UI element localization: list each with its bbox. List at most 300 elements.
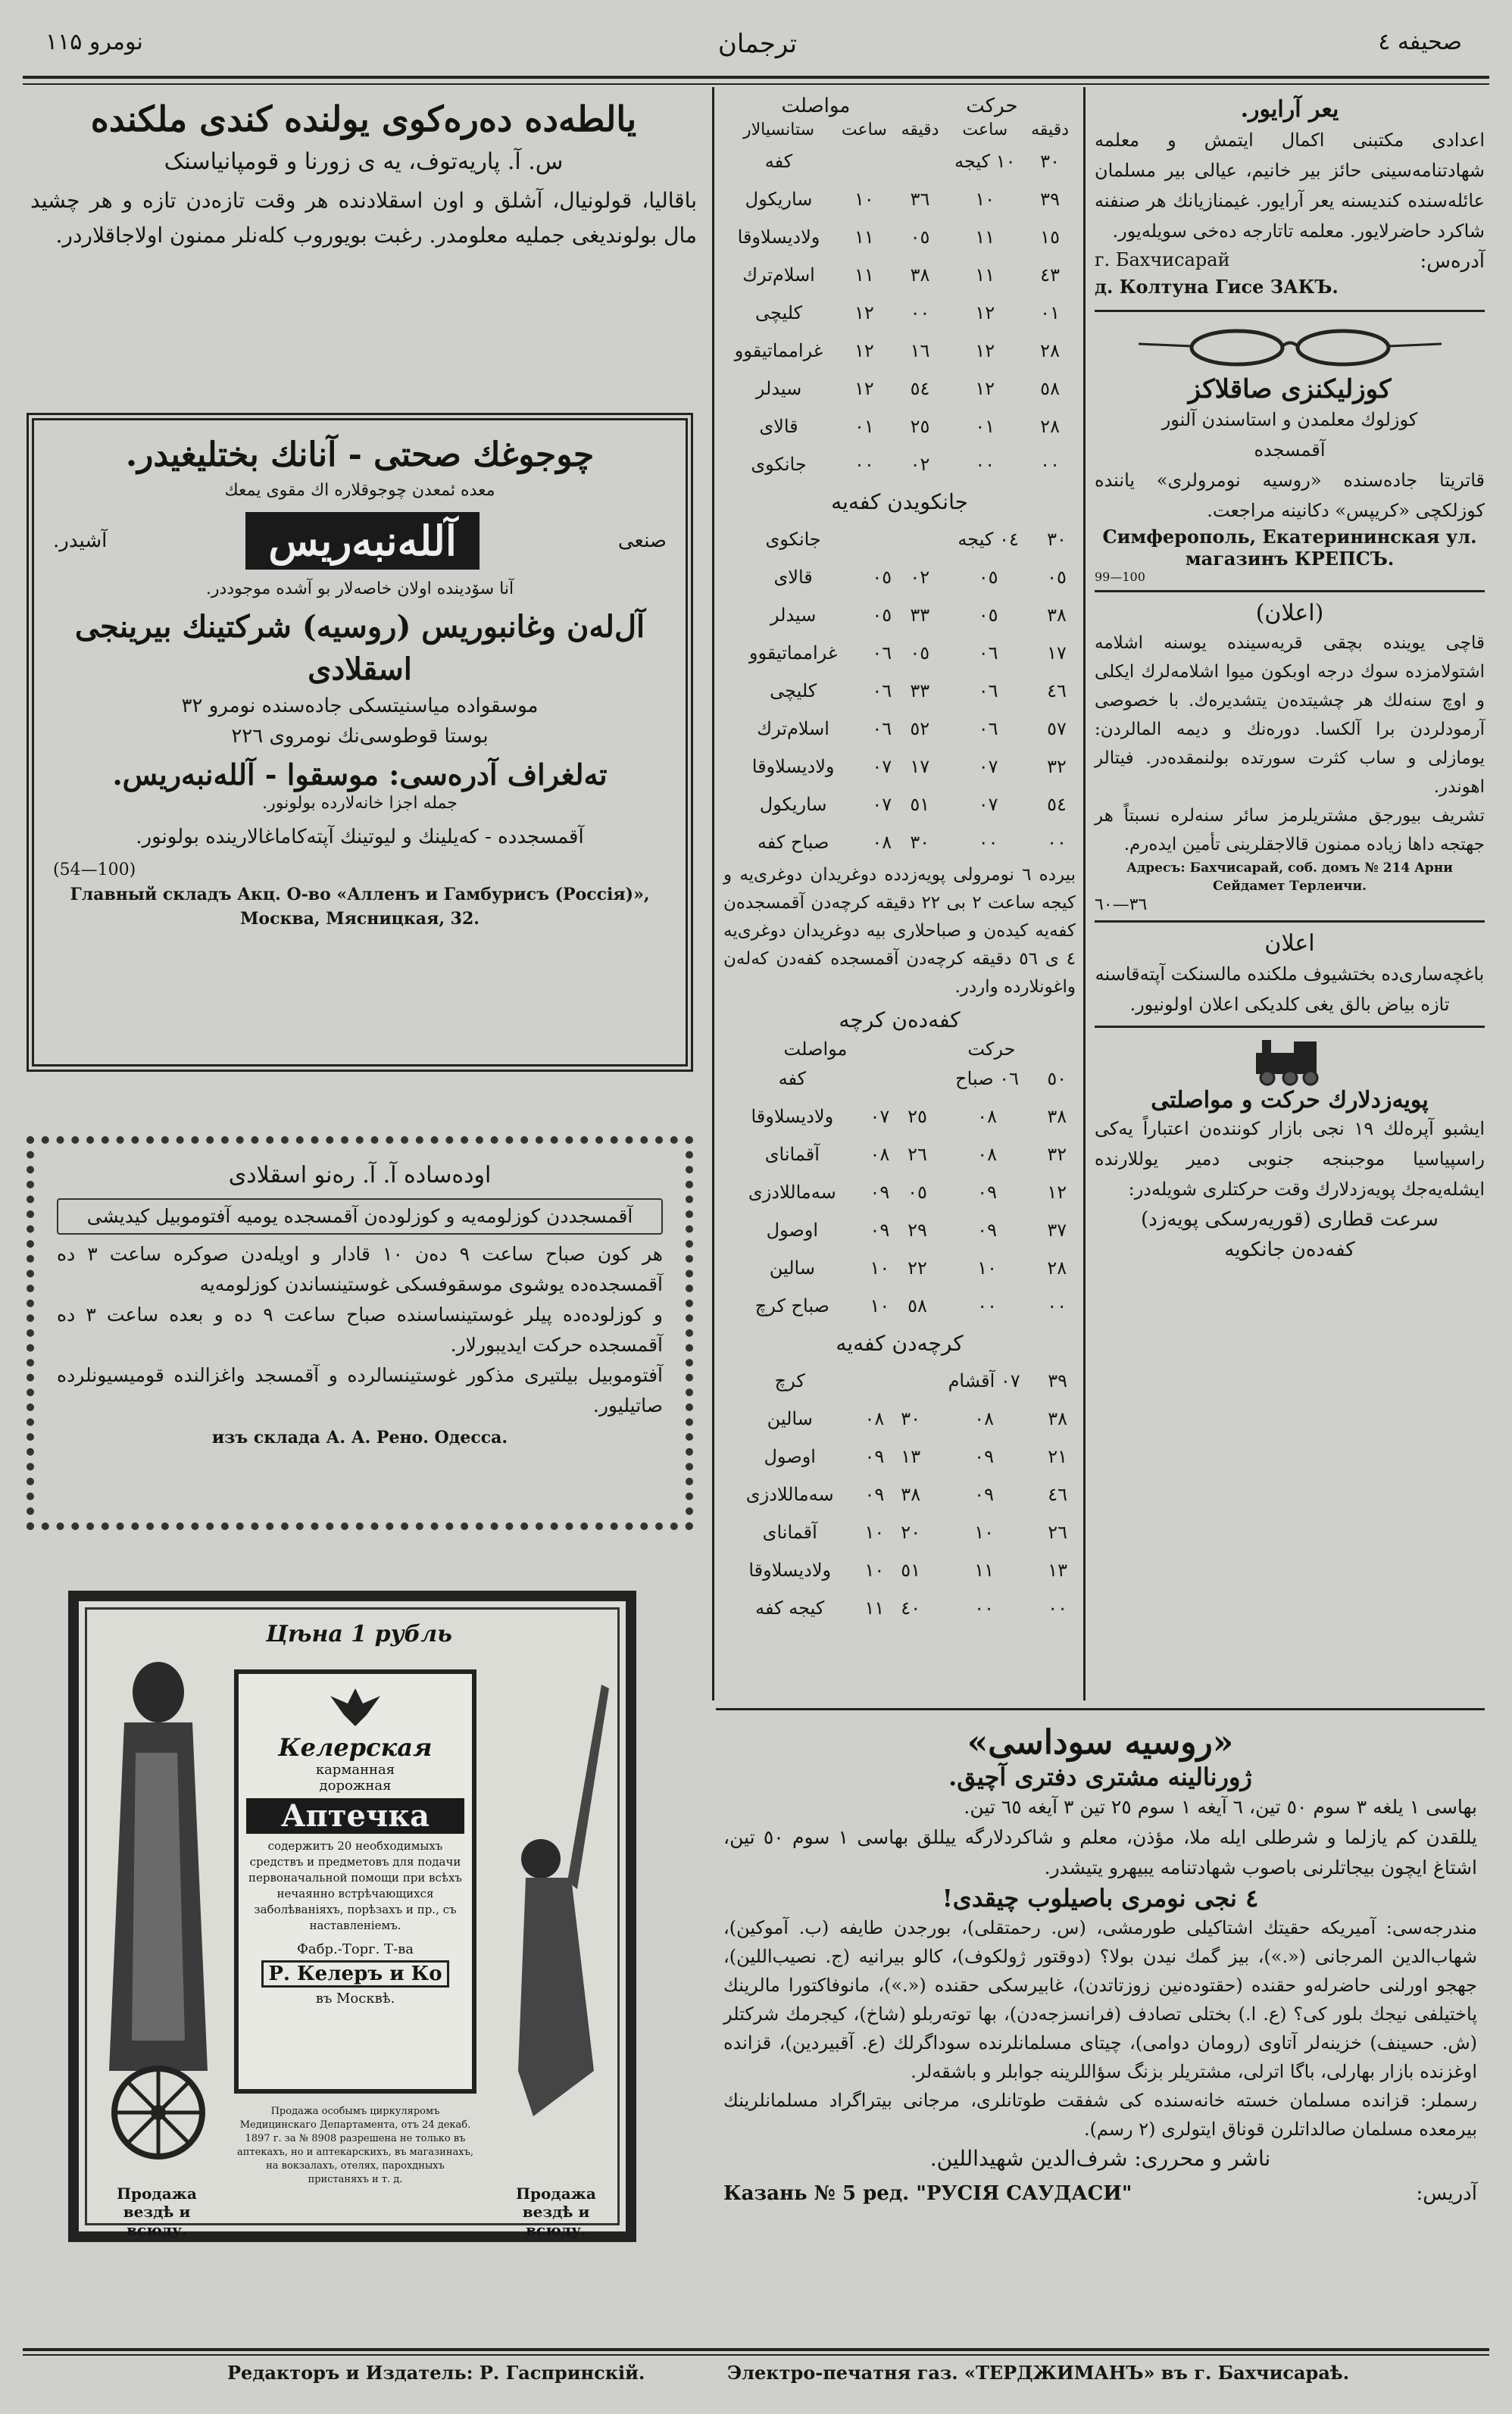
ad-yalta-title: یالطه‌ده دەره‌کوی یولنده کندی ملکنده bbox=[90, 98, 637, 139]
timetable-row bbox=[723, 1400, 1076, 1438]
timetable-cell: ٣٠ bbox=[910, 832, 930, 853]
timetable-cell: آقمانای bbox=[764, 1144, 820, 1165]
timetable-cell bbox=[861, 1060, 899, 1098]
ad-job-addr2: д. Колтуна Гисе ЗАКЪ. bbox=[1095, 276, 1339, 298]
ad-allenburys-headline: چوجوغك صحتی - آنانك بختلیغیدر. bbox=[125, 436, 595, 474]
ad-job-addr-ru bbox=[1095, 246, 1339, 301]
timetable-row bbox=[723, 634, 1076, 672]
timetable-row bbox=[723, 218, 1076, 256]
timetable-cell: ٠٢ bbox=[910, 454, 930, 475]
timetable-cell: ٤٦ bbox=[1048, 1484, 1067, 1505]
timetable-cell: ٥١ bbox=[910, 794, 930, 815]
timetable-4 bbox=[723, 1362, 1076, 1627]
ad-russia-p3: ٤ نجی نومری باصیلوب چیقدی! bbox=[942, 1884, 1259, 1913]
ad-glasses-sub: کوزلوك معلمدن و استاسندن آلنور bbox=[1161, 409, 1418, 430]
ad-fruit-ru: Адресъ: Бахчисарай, соб. домъ № 214 Арни Сейдамет Терлеичи. bbox=[1126, 860, 1453, 894]
timetable-cell: سالین bbox=[769, 1257, 815, 1279]
timetable-cell: ٠٧ bbox=[978, 756, 998, 777]
ad-fish-oil-body: باغچه‌ساری‌ده بختشیوف ملکنده مالسنکت آپته‌قاسنه تازه بیاض بالق یغی کلدیکی اعلان اولونیور. bbox=[1095, 963, 1485, 1015]
timetable-1 bbox=[723, 117, 1076, 483]
timetable-cell: اسلام‌ترك bbox=[757, 718, 829, 739]
timetable-cell: ٣٣ bbox=[910, 604, 930, 626]
timetable-cell: ١٢ bbox=[854, 378, 874, 399]
poster-wheel bbox=[109, 2063, 208, 2162]
ad-glasses-ru1: Симферополь, Екатерининская ул. bbox=[1102, 526, 1477, 548]
timetable-cell: ٠٨ bbox=[977, 1144, 997, 1165]
timetable-cell: ١١ bbox=[975, 226, 995, 248]
timetable-cell: ١٢ bbox=[854, 340, 874, 361]
timetable-cell: ٢٥ bbox=[910, 416, 930, 437]
ad-allenburys-ru: Главный складъ Акц. О-во «Алленъ и Гамбурисъ (Россія)», Москва, Мясницкая, 32. bbox=[70, 885, 650, 929]
timetable-cell: ٥٢ bbox=[910, 718, 930, 739]
timetable-cell: جانکوی bbox=[765, 529, 821, 550]
timetable-cell: ٥٤ bbox=[910, 378, 930, 399]
timetable-cell: سه‌ماللادزی bbox=[748, 1182, 836, 1203]
timetable-row bbox=[723, 1513, 1076, 1551]
timetable-row bbox=[723, 1589, 1076, 1627]
timetable-row bbox=[723, 256, 1076, 294]
timetable-3-head-left: مواصلت bbox=[783, 1038, 848, 1060]
poster-maker3: въ Москвѣ. bbox=[315, 1991, 395, 2006]
timetable-cell: ٠٠ bbox=[854, 454, 874, 475]
timetable-cell: کرچ bbox=[774, 1370, 805, 1391]
bottom-block-rule bbox=[716, 1708, 1485, 1710]
timetable-cell: ٠٦ bbox=[978, 718, 998, 739]
timetable-cell: ٠٩ bbox=[974, 1446, 995, 1467]
timetable-cell: ٢١ bbox=[1048, 1446, 1067, 1467]
timetable-cell: ٠٨ bbox=[872, 832, 892, 853]
right-rule-3 bbox=[1095, 920, 1485, 923]
timetable-row bbox=[723, 520, 1076, 558]
timetable-cell: سیدلر bbox=[755, 378, 802, 399]
figure-left-drape bbox=[132, 1753, 185, 2041]
ad-glasses-city: آقمسجده bbox=[1254, 439, 1326, 461]
timetable-row bbox=[723, 1362, 1076, 1400]
timetable-cell: ١١ bbox=[854, 264, 874, 286]
timetable-cell: ١٠ bbox=[854, 189, 874, 210]
timetable-cell: ٣٨ bbox=[910, 264, 930, 286]
ad-job-body: اعدادی مکتبنی اکمال ایتمش و معلمه شهادتنامه‌سینی حائز بیر خانیم، عیالی بیر مسلمان عائله‌سنده کندیسنه یعر آرایور. غیمنازیانك هر صنفنه شاکرد حاضرلایور. معلمه تاتارجه ده‌خی سویله‌یور. bbox=[1095, 130, 1485, 242]
timetable-cell: ٥٨ bbox=[1040, 378, 1060, 399]
ad-allenburys-code: (54—100) bbox=[53, 860, 136, 879]
ad-allenburys-line1: آنا سۆدینده اولان خاصه‌لار بو آشده موجوددر. bbox=[205, 579, 514, 598]
timetable-cell: ٠٧ آقشام bbox=[948, 1370, 1020, 1391]
right-rule-2 bbox=[1095, 590, 1485, 592]
timetable-row bbox=[723, 332, 1076, 370]
ad-fish-oil-title: اعلان bbox=[1264, 930, 1315, 957]
timetable-1-body bbox=[723, 142, 1076, 483]
ad-train-title: پویه‌زدلارك حرکت و مواصلتی bbox=[1151, 1087, 1429, 1113]
timetable-row bbox=[723, 370, 1076, 408]
timetable-cell: ٠٦ bbox=[872, 718, 892, 739]
ad-yalta-owner: س. آ. پاریه‌توف، یه ی زورنا و قومپانیاسنک bbox=[164, 148, 564, 175]
poster-maker2: Р. Келеръ и Ко bbox=[261, 1960, 449, 1988]
ad-yalta-grocery bbox=[30, 98, 697, 253]
timetable-row bbox=[723, 408, 1076, 445]
timetable-cell: کیجه کفه bbox=[755, 1597, 825, 1619]
timetable-cell: ٠٠ bbox=[977, 1295, 997, 1316]
ad-russia-p6: ناشر و محرری: شرف‌الدین شهیداللین. bbox=[929, 2146, 1271, 2171]
timetable-cell: ١١ bbox=[864, 1597, 885, 1619]
ad-russia-sub: ژورنالینه مشتری دفتری آچیق. bbox=[948, 1763, 1252, 1791]
timetable-row bbox=[723, 1438, 1076, 1476]
timetable-cell: غرامماتیقوو bbox=[734, 340, 823, 361]
ad-reno-line3: و کوزلوده‌ده پیلر غوستینساسنده صباح ساعت ٩ ده و بعده ساعت ٣ ده آقمسجده حرکت ایدیبورلار. bbox=[57, 1304, 663, 1356]
timetable-cell: ٣٨ bbox=[1047, 604, 1067, 626]
timetable-cell: صباح کرچ bbox=[754, 1295, 829, 1316]
timetable-cell: ١٠ bbox=[974, 1522, 995, 1543]
timetable-cell bbox=[901, 520, 939, 558]
timetable-cell: ٠٧ bbox=[978, 794, 998, 815]
ad-train-body: ایشبو آپرەلك ١٩ نجی بازار کونندەن اعتباراً یه‌کی راسپیاسیا موجبنجه جنوبی دمیر یوللارنده ایشله‌یه‌جك پویه‌زدلارك وقت حرکتلری شویله‌در: bbox=[1095, 1118, 1485, 1200]
timetable-cell: ٠٥ bbox=[872, 604, 892, 626]
timetable-cell: ٥٠ bbox=[1047, 1068, 1067, 1089]
timetable-head-left: مواصلت bbox=[781, 95, 851, 117]
timetable-row bbox=[723, 1287, 1076, 1325]
ad-russia-p4: مندرجه‌سی: آمیریکه حقیتك اشتاکیلی طورمشی، (س. رحمتقلی)، بورجدن طایفه (ب. آموکین)، شهاب‌الدین المرجانی («.»)، بیز گمك نیدن بولا؟ (دوقتور ژولکوف)، کالو بیرانیه (ج. نصیب‌اللین)، جهجو اورلنی حاضرلەو حقنده (حقتوده‌نین زوزتاتدن)، غابیرسکی حقنده («.»)، مانوفاکتورا مالرینك پاختیلفی نیجك بلور کی؟ (ع. ا.) بختلی تصادف (فرانسزجه‌دن)، بها توتەربلو (شاخ)، کیجرمك شرکتلر (ش. حسینف) خزینەلر آتاوی (رومان دوامی)، چیتای مسلمانلرندە سوداگرلك (ع. آقبیردین)، قزانده اوغزنده بازار بهارلی، باگا اترلی، مشتریلر بزنگ سؤاللرینه جوابلر و باشقەلر. bbox=[723, 1917, 1478, 2082]
column-rule-right bbox=[1083, 87, 1086, 1700]
timetable-cell: ٠٧ bbox=[872, 756, 892, 777]
timetable-cell: ١٠ bbox=[977, 1257, 997, 1279]
timetable-cell: ٠٠ bbox=[974, 1597, 995, 1619]
timetable-cell: ٢٨ bbox=[1040, 340, 1060, 361]
ad-train-sub2: کفه‌ده‌ن جانکویه bbox=[1224, 1238, 1355, 1261]
timetable-cell: ولادیسلاوقا bbox=[737, 226, 820, 248]
figure-right-body bbox=[518, 1878, 594, 2116]
ad-russia-title: «روسیه سوداسی» bbox=[967, 1723, 1234, 1762]
timetable-cell: ١٢ bbox=[975, 340, 995, 361]
timetable-row bbox=[723, 142, 1076, 180]
timetable-cell: ٣٩ bbox=[1048, 1370, 1067, 1391]
ad-russia-p1: بهاسی ١ یلغه ٣ سوم ٥٠ تین، ٦ آیغه ١ سوم ٢٥ تین ٣ آیغه ٦٥ تین. bbox=[964, 1796, 1477, 1818]
ad-reno-ru: изъ склада А. А. Рено. Одесса. bbox=[211, 1428, 508, 1447]
timetable-3-body bbox=[723, 1060, 1076, 1325]
timetable-4-title: کرچه‌دن کفه‌یه bbox=[836, 1331, 964, 1356]
poster-permission: Продажа особымъ циркуляромъ Медицинскаго Департамента, отъ 24 декаб. 1897 г. за № 8908 разрешена не только въ аптекахъ, но и аптекарскихъ, въ магазинахъ, на вокзалахъ, отелях, парохдныхъ пристаняхъ и т. д. bbox=[237, 2106, 473, 2185]
ad-allenburys-addr1: موسقواده میاسنیتسکی جاده‌سنده نومرو ٣٢ bbox=[181, 695, 539, 717]
timetable-cell: ٠٢ bbox=[910, 567, 930, 588]
poster-sale-right: Продажа вездѣ и всюду. bbox=[516, 2184, 596, 2239]
ad-allenburys-left-word: آشیدر. bbox=[53, 529, 108, 552]
timetable-cell: ٤٦ bbox=[1047, 680, 1067, 701]
timetable-cell: ١٢ bbox=[975, 378, 995, 399]
poster-card bbox=[234, 1669, 476, 2094]
poster-brand: Келерская bbox=[278, 1733, 433, 1762]
poster-product: Аптечка bbox=[246, 1798, 464, 1834]
timetable-cell: آقمانای bbox=[762, 1522, 817, 1543]
ad-allenburys-sub: معده ئمعدن چوجوقلاره اك مقوی یمعك bbox=[224, 481, 495, 500]
figure-right-head bbox=[521, 1839, 561, 1878]
timetable-cell: ٠٤ کیجه bbox=[957, 529, 1019, 550]
timetable-cell: ١١ bbox=[854, 226, 874, 248]
ad-allenburys bbox=[27, 413, 693, 1072]
timetable-cell: ١٢ bbox=[975, 302, 995, 323]
timetable-cell: کفه bbox=[778, 1068, 807, 1089]
timetable-cell: ٠٧ bbox=[872, 794, 892, 815]
timetable-cell: ٠٩ bbox=[864, 1484, 885, 1505]
timetable-cell: ٠٨ bbox=[870, 1144, 890, 1165]
paper-title: ترجمان bbox=[717, 29, 798, 59]
timetable-cell bbox=[863, 520, 901, 558]
timetable-cell: ٠٩ bbox=[977, 1219, 997, 1241]
timetable-cell: ٠٧ bbox=[870, 1106, 890, 1127]
timetable-cell: ولادیسلاوقا bbox=[751, 756, 835, 777]
timetable-cell: ١٠ کیجه bbox=[954, 151, 1016, 172]
timetable-cell: ٣٠ bbox=[901, 1408, 921, 1429]
poster-price: Цѣна 1 рубль bbox=[266, 1621, 452, 1647]
ad-job-address bbox=[1095, 246, 1485, 301]
ad-russia-addr-ru: Казань № 5 ред. "РУСІЯ САУДАСИ" bbox=[723, 2182, 1132, 2205]
ad-job-addr1: г. Бахчисарай bbox=[1095, 249, 1230, 270]
timetable-cell: ٣٨ bbox=[901, 1484, 921, 1505]
timetable-cell: ٠٦ صباح bbox=[955, 1068, 1020, 1089]
timetable-cell: قالای bbox=[773, 567, 813, 588]
timetable-cell: ٠٥ bbox=[1047, 567, 1067, 588]
ad-keller-poster bbox=[68, 1591, 636, 2242]
timetable-cell: ٠٠ bbox=[1048, 1597, 1067, 1619]
timetable-cell: ١٠ bbox=[864, 1522, 885, 1543]
timetable-cell: ٠٠ bbox=[1047, 1295, 1067, 1316]
timetable-cell: ١١ bbox=[974, 1560, 995, 1581]
ad-train-sub1: سرعت قطاری (قوریه‌رسکی پویه‌زد) bbox=[1141, 1208, 1439, 1231]
timetable-cell: ١٠ bbox=[870, 1257, 890, 1279]
timetable-row bbox=[723, 596, 1076, 634]
timetable-cell: ٣٦ bbox=[910, 189, 930, 210]
timetable-cell: ولادیسلاوقا bbox=[751, 1106, 834, 1127]
timetable-cell: ساریکول bbox=[745, 189, 813, 210]
timetable-cell: ٠٨ bbox=[974, 1408, 995, 1429]
timetable-cell: ٠٥ bbox=[978, 567, 998, 588]
timetable-column bbox=[723, 95, 1076, 1627]
header-rule-thin bbox=[23, 83, 1489, 85]
timetable-2-body bbox=[723, 520, 1076, 861]
timetable-cell: ٣٨ bbox=[1048, 1408, 1067, 1429]
poster-figure-left bbox=[94, 1647, 223, 2101]
timetable-cell: سالین bbox=[767, 1408, 813, 1429]
spectacles-icon bbox=[1123, 321, 1457, 374]
timetable-cell: ٠١ bbox=[975, 416, 995, 437]
timetable-cell: ٠٥ bbox=[978, 604, 998, 626]
timetable-row bbox=[723, 1551, 1076, 1589]
ad-reno-automobile bbox=[27, 1136, 693, 1530]
ad-reno-line4: آفتوموبیل بیلتیری مذکور غوستینسالرده و آقمسجد واغزالنده قومیسیونلرده صاتیلیور. bbox=[57, 1364, 663, 1416]
timetable-cell: ١٧ bbox=[910, 756, 930, 777]
timetable-cell: ٠٨ bbox=[977, 1106, 997, 1127]
timetable-cell: اوصول bbox=[764, 1446, 816, 1467]
timetable-cell: ٠٨ bbox=[864, 1408, 885, 1429]
timetable-cell: ٢٥ bbox=[908, 1106, 927, 1127]
timetable-cell: اوصول bbox=[766, 1219, 819, 1241]
timetable-3-title: کفه‌ده‌ن کرچه bbox=[839, 1007, 961, 1032]
timetable-4-body bbox=[723, 1362, 1076, 1627]
ad-allenburys-right-word: صنعی bbox=[617, 529, 667, 552]
right-column bbox=[1095, 95, 1485, 1265]
timetable-cell bbox=[895, 142, 946, 180]
timetable-cell: ٠٩ bbox=[864, 1446, 885, 1467]
poster-figure-right bbox=[488, 1662, 624, 2131]
timetable-cell: جانکوی bbox=[751, 454, 807, 475]
figure-right-arm bbox=[567, 1685, 609, 1889]
ad-russia-addr-label: آدریس: bbox=[1416, 2182, 1477, 2205]
timetable-cell: ٣٢ bbox=[1047, 756, 1067, 777]
poster-maker1: Фабр.-Торг. Т-ва bbox=[296, 1941, 414, 1957]
ad-reno-line1: آقمسجددن کوزلومه‌یه و کوزلوده‌ن آقمسجده یومیه آفتوموبیل کیدیشی bbox=[57, 1198, 663, 1235]
ad-reno-line2: هر کون صباح ساعت ٩ دەن ١٠ قادار و اویله‌دن صوکره ساعت ٣ ده آقمسجده‌ده یوشوی موسقوفسکی غوستینساندن کوزلومه‌یه bbox=[57, 1243, 663, 1295]
timetable-row bbox=[723, 672, 1076, 710]
timetable-cell: ٣٩ bbox=[1040, 189, 1060, 210]
timetable-2 bbox=[723, 520, 1076, 861]
timetable-cell bbox=[892, 1362, 929, 1400]
timetable-row bbox=[723, 823, 1076, 861]
timetable-cell bbox=[834, 142, 895, 180]
timetable-cell: ٠٠ bbox=[910, 302, 930, 323]
ad-allenburys-company: آل‌له‌ن وغانبوریس (روسیه) شرکتینك بیرینجی اسقلادی bbox=[74, 609, 645, 687]
timetable-1-header: دقیقه ساعت دقیقه ساعت ستانسیالار bbox=[743, 120, 1070, 139]
timetable-cell: ٠٠ bbox=[1047, 832, 1067, 853]
timetable-cell: ٢٨ bbox=[1047, 1257, 1067, 1279]
timetable-cell: ٥٤ bbox=[1047, 794, 1067, 815]
timetable-cell: ٠٠ bbox=[978, 832, 998, 853]
timetable-cell: ١٣ bbox=[1048, 1560, 1067, 1581]
right-rule-4 bbox=[1095, 1026, 1485, 1028]
timetable-cell: اسلام‌ترك bbox=[742, 264, 815, 286]
timetable-cell: ١٥ bbox=[1040, 226, 1060, 248]
timetable-cell: ٠٦ bbox=[872, 680, 892, 701]
timetable-row bbox=[723, 1098, 1076, 1135]
timetable-cell: ١٢ bbox=[1047, 1182, 1067, 1203]
timetable-cell: ٢٦ bbox=[1048, 1522, 1067, 1543]
timetable-3 bbox=[723, 1060, 1076, 1325]
timetable-cell: ولادیسلاوقا bbox=[748, 1560, 832, 1581]
timetable-cell: ٠٥ bbox=[908, 1182, 927, 1203]
ad-russia-address bbox=[723, 2178, 1477, 2209]
timetable-row bbox=[723, 294, 1076, 332]
timetable-cell: ٣٨ bbox=[1047, 1106, 1067, 1127]
timetable-cell: ٢٠ bbox=[901, 1522, 921, 1543]
timetable-row bbox=[723, 785, 1076, 823]
timetable-cell: ٠٥ bbox=[872, 567, 892, 588]
timetable-cell: ٣٠ bbox=[1040, 151, 1060, 172]
poster-kind2: дорожная bbox=[319, 1778, 392, 1794]
timetable-row bbox=[723, 1060, 1076, 1098]
ad-russia-p2: یللقدن کم یازلما و شرطلی ایله ملا، مؤذن، معلم و شاکردلارگه ییللق بهاسی ١ سوم ٥٠ تین، اشتاغ ایچون بیجاتلرنی باصوب شهادتنامه یبیهرو یتیشدر. bbox=[723, 1826, 1477, 1878]
timetable-cell: کلیچی bbox=[770, 680, 817, 701]
header-rule bbox=[23, 76, 1489, 79]
timetable-cell: ٣٠ bbox=[1047, 529, 1067, 550]
timetable-cell: ٠٥ bbox=[910, 226, 930, 248]
timetable-cell: ٤٠ bbox=[901, 1597, 921, 1619]
timetable-3-head bbox=[723, 1038, 1076, 1060]
timetable-cell: ٠١ bbox=[1040, 302, 1060, 323]
timetable-cell: ١٠ bbox=[870, 1295, 890, 1316]
timetable-cell: ٠٦ bbox=[872, 642, 892, 664]
footer-rule-thin bbox=[23, 2354, 1489, 2356]
ad-job-addr-label: آدره‌س: bbox=[1420, 250, 1485, 273]
timetable-cell: قالای bbox=[759, 416, 798, 437]
footer-rule bbox=[23, 2348, 1489, 2351]
ad-allenburys-note1: جمله اجزا خانه‌لارده بولونور. bbox=[262, 794, 458, 813]
timetable-cell: ٢٩ bbox=[908, 1219, 927, 1241]
timetable-cell: ٠٠ bbox=[975, 454, 995, 475]
timetable-cell: ساریکول bbox=[759, 794, 827, 815]
ad-job-title: یعر آرایور. bbox=[1240, 96, 1339, 123]
ad-fruit-body: قاچی یوینده بچقی قریه‌سینده یوسنه اشلامه اشتولامزده سوك درجه اوبکون میوا اشلامه‌لرك ایکلی و اوچ سنه‌لك هر چشیتده‌ن یتشدیرەك. با خصوصی آرمودلردن برا آلکسا. دوره‌نك و دیمه المالردن: یومازلی و ساب کثرت سورتده بولنمقده‌در. فیتالر اهوندر. bbox=[1095, 633, 1485, 797]
timetable-row bbox=[723, 748, 1076, 785]
timetable-cell: ٤٣ bbox=[1040, 264, 1060, 286]
timetable-row bbox=[723, 1249, 1076, 1287]
ad-russia-p5: رسملر: قزانده مسلمان خسته خانەسنده کی شفقت طوتانلری، مرجانی بیتراگراد مسلمانلرینك بیرمعده مسلمان صالداتلرن قوناق ایتولری (٢ رسم). bbox=[723, 2090, 1477, 2140]
timetable-cell: ١٢ bbox=[854, 302, 874, 323]
timetable-row bbox=[723, 1135, 1076, 1173]
timetable-row bbox=[723, 558, 1076, 596]
timetable-cell: ٠٩ bbox=[977, 1182, 997, 1203]
timetable-cell: ٠٩ bbox=[974, 1484, 995, 1505]
locomotive-icon bbox=[1248, 1034, 1332, 1087]
timetable-cell: ٠٥ bbox=[910, 642, 930, 664]
timetable-cell: ٠٩ bbox=[870, 1182, 890, 1203]
timetable-row bbox=[723, 710, 1076, 748]
timetable-cell: ١٦ bbox=[910, 340, 930, 361]
issue-number: نومرو ۱۱۵ bbox=[45, 29, 143, 55]
timetable-cell: ٠٩ bbox=[870, 1219, 890, 1241]
timetable-cell: کفه bbox=[764, 151, 793, 172]
poster-kind1: карманная bbox=[315, 1762, 395, 1778]
timetable-cell bbox=[856, 1362, 892, 1400]
timetable-cell: سه‌ماللادزی bbox=[745, 1484, 834, 1505]
timetable-cell: ٠١ bbox=[854, 416, 874, 437]
timetable-cell: ٣٧ bbox=[1047, 1219, 1067, 1241]
timetable-cell: سیدلر bbox=[770, 604, 817, 626]
timetable-row bbox=[723, 445, 1076, 483]
ad-glasses-body: قاتریتا جاده‌سنده «روسیه نومرولری» یاننده کوزلکچی «کریپس» دکانینه مراجعت. bbox=[1095, 470, 1485, 521]
timetable-cell: ٥٨ bbox=[908, 1295, 927, 1316]
timetable-cell: ١٠ bbox=[864, 1560, 885, 1581]
timetable-cell: ٢٢ bbox=[908, 1257, 927, 1279]
timetable-cell: ٢٦ bbox=[908, 1144, 927, 1165]
ad-fruit-body2: تشریف بیورجق مشتریلرمز سائر سنه‌لره نسبتاً هر جهتجه داها زیاده ممنون قالاجقلرینی تأمین ایدەرم. bbox=[1095, 806, 1485, 854]
ad-allenburys-note2: آقمسجدده - که‌یلینك و لیوتینك آپته‌کاماغالارینده بولونور. bbox=[136, 826, 584, 848]
timetable-row bbox=[723, 1476, 1076, 1513]
ad-fruit-title: (اعلان) bbox=[1255, 600, 1324, 626]
ad-fruit-code: ٣٦—٦٠ bbox=[1095, 895, 1148, 914]
ad-glasses-title: کوزلیکنزی صاقلاکز bbox=[1188, 374, 1392, 404]
timetable-2-title: جانکویدن کفه‌یه bbox=[831, 489, 968, 514]
timetable-cell: کلیچی bbox=[754, 302, 803, 323]
timetable-cell: صباح کفه bbox=[757, 832, 829, 853]
ad-allenburys-brand: آلله‌نبه‌ریس bbox=[245, 512, 480, 570]
figure-left-head bbox=[133, 1662, 184, 1722]
timetable-cell: ٣٢ bbox=[1047, 1144, 1067, 1165]
ad-yalta-body: باقالیا، قولونیال، آشلق و اون اسقلادنده هر وقت تازه‌دن تازه و هر چشید مال بولوندیغی جملیه معلومدر. رغبت بویوروب کله‌نلر ممنون اولاجاقلاردر. bbox=[30, 188, 697, 248]
ad-allenburys-telegraph: ته‌لغراف آدره‌سی: موسقوا - آلله‌نبه‌ریس. bbox=[112, 757, 608, 792]
timetable-row bbox=[723, 1211, 1076, 1249]
timetable-cell: ٥١ bbox=[901, 1560, 921, 1581]
ad-glasses-ru2: магазинъ КРЕПСЪ. bbox=[1185, 548, 1395, 570]
eagle-icon bbox=[329, 1685, 382, 1730]
timetable-cell: غرامماتیقوو bbox=[748, 642, 838, 664]
timetable-cell: ٥٧ bbox=[1047, 718, 1067, 739]
right-rule-1 bbox=[1095, 310, 1485, 312]
timetable-cell: ١١ bbox=[975, 264, 995, 286]
page-number: صحیفه ٤ bbox=[1378, 29, 1462, 55]
timetable-cell: ٣٣ bbox=[910, 680, 930, 701]
poster-sale-left: Продажа вездѣ и всюду. bbox=[117, 2184, 197, 2239]
timetable-head-right: حرکت bbox=[966, 95, 1018, 117]
timetable-cell: ٠٠ bbox=[1040, 454, 1060, 475]
timetable-cell: ٠٦ bbox=[978, 642, 998, 664]
timetable-cell: ٠٦ bbox=[978, 680, 998, 701]
footer-printer: Электро-печатня газ. «ТЕРДЖИМАНЪ» въ г. Бахчисараѣ. bbox=[727, 2362, 1350, 2384]
